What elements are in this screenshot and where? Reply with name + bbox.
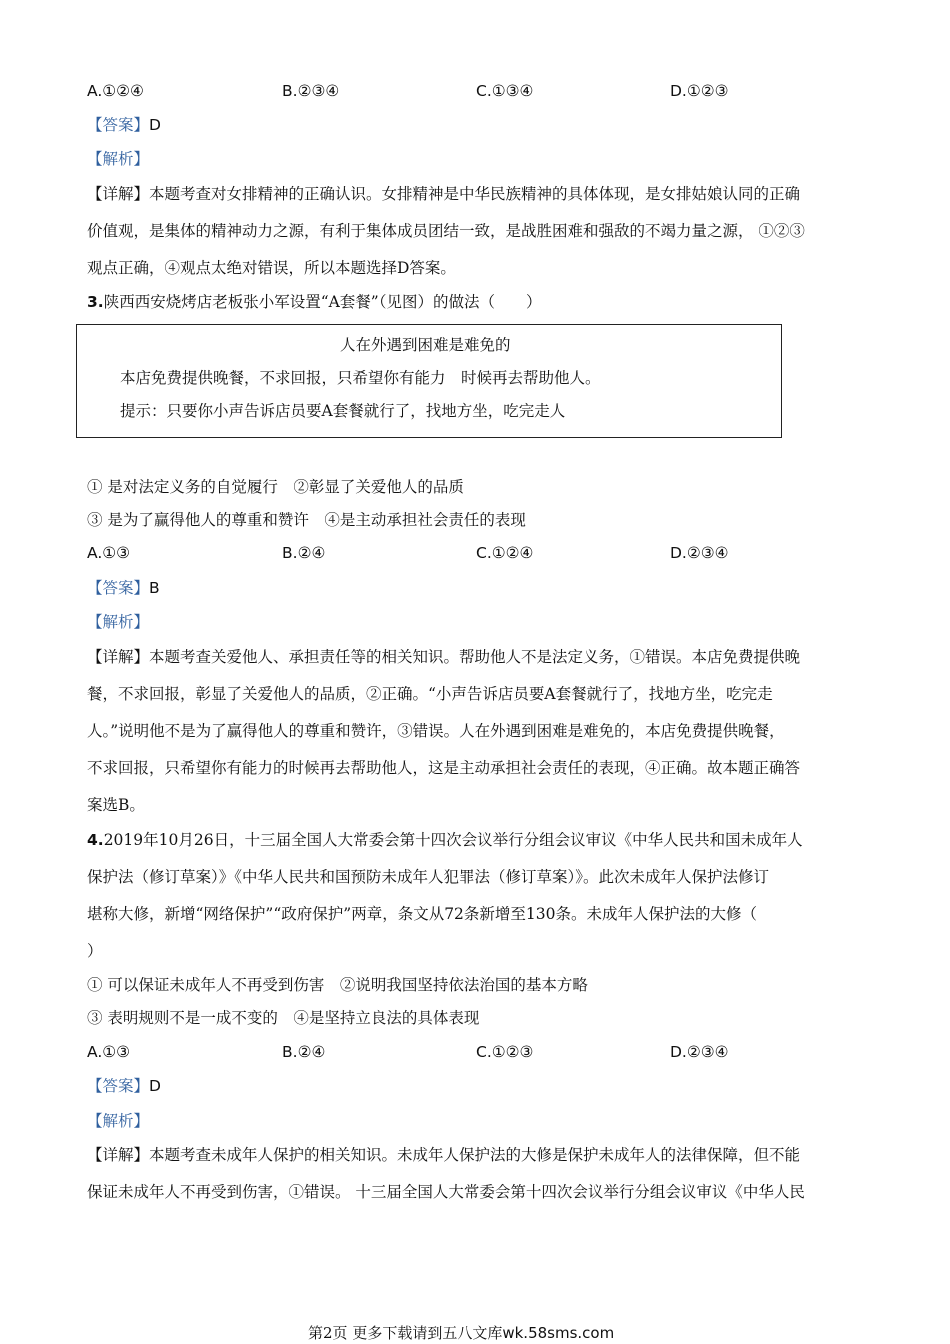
q2-option-a: A.①②④ xyxy=(87,82,144,100)
q3-option-b: B.②④ xyxy=(282,544,326,562)
q4-analysis-tag: 【解析】 xyxy=(87,1112,150,1130)
q3-detail-line-2: 餐，不求回报，彰显了关爱他人的品质，②正确。“小声告诉店员要A套餐就行了，找地方坐，吃完走 xyxy=(87,685,773,703)
q4-option-b: B.②④ xyxy=(282,1043,326,1061)
q4-detail-line-2: 保证未成年人不再受到伤害，①错误。 十三届全国人大常委会第十四次会议举行分组会议审议《中华人民 xyxy=(87,1183,805,1201)
q3-option-d: D.②③④ xyxy=(670,544,729,562)
q4-option-a: A.①③ xyxy=(87,1043,131,1061)
q4-stem-line-3: 堪称大修，新增“网络保护”“政府保护”两章，条文从72条新增至130条。未成年人保护法的大修（ xyxy=(87,905,758,923)
q3-detail-line-1: 【详解】本题考查关爱他人、承担责任等的相关知识。帮助他人不是法定义务，①错误。本店免费提供晚 xyxy=(87,648,801,666)
q3-option-a: A.①③ xyxy=(87,544,131,562)
q2-answer: 【答案】D xyxy=(87,116,161,134)
q3-detail-line-4: 不求回报，只希望你有能力的时候再去帮助他人，这是主动承担社会责任的表现，④正确。故本题正确答 xyxy=(87,759,801,777)
q4-answer: 【答案】D xyxy=(87,1077,161,1095)
q3-notice-line-2: 提示：只要你小声告诉店员要A套餐就行了，找地方坐，吃完走人 xyxy=(120,402,566,420)
q3-statement-2: ③ 是为了赢得他人的尊重和赞许 ④是主动承担社会责任的表现 xyxy=(87,511,526,529)
q4-option-d: D.②③④ xyxy=(670,1043,729,1061)
q3-answer: 【答案】B xyxy=(87,579,160,597)
q4-stem-line-4: ） xyxy=(87,942,103,960)
q3-option-c: C.①②④ xyxy=(476,544,534,562)
q2-option-d: D.①②③ xyxy=(670,82,729,100)
q3-statement-1: ① 是对法定义务的自觉履行 ②彰显了关爱他人的品质 xyxy=(87,478,464,496)
q3-notice-title: 人在外遇到困难是难免的 xyxy=(340,336,511,354)
q4-statement-2: ③ 表明规则不是一成不变的 ④是坚持立良法的具体表现 xyxy=(87,1009,480,1027)
q3-stem: 3.陕西西安烧烤店老板张小军设置“A套餐”（见图）的做法（ ） xyxy=(87,293,542,311)
q3-notice-line-1: 本店免费提供晚餐，不求回报，只希望你有能力 时候再去帮助他人。 xyxy=(120,369,601,387)
q4-detail-line-1: 【详解】本题考查未成年人保护的相关知识。未成年人保护法的大修是保护未成年人的法律保障，但不能 xyxy=(87,1146,801,1164)
q2-analysis-tag: 【解析】 xyxy=(87,150,150,168)
q2-option-c: C.①③④ xyxy=(476,82,534,100)
q3-detail-line-5: 案选B。 xyxy=(87,796,145,814)
q4-stem-line-1: 4.2019年10月26日，十三届全国人大常委会第十四次会议举行分组会议审议《中华人民共和国未成年人 xyxy=(87,831,803,849)
q2-option-b: B.②③④ xyxy=(282,82,340,100)
q3-detail-line-3: 人。”说明他不是为了赢得他人的尊重和赞许，③错误。人在外遇到困难是难免的，本店免费提供晚餐， xyxy=(87,722,785,740)
q4-statement-1: ① 可以保证未成年人不再受到伤害 ②说明我国坚持依法治国的基本方略 xyxy=(87,976,588,994)
page-footer: 第2页 更多下载请到五八文库wk.58sms.com xyxy=(308,1324,615,1342)
q2-detail-line-3: 观点正确，④观点太绝对错误，所以本题选择D答案。 xyxy=(87,259,456,277)
q2-detail-line-2: 价值观，是集体的精神动力之源，有利于集体成员团结一致，是战胜困难和强敌的不竭力量之源， ①②③ xyxy=(87,222,805,240)
q3-analysis-tag: 【解析】 xyxy=(87,613,150,631)
q2-detail-line-1: 【详解】本题考查对女排精神的正确认识。女排精神是中华民族精神的具体体现，是女排姑娘认同的正确 xyxy=(87,185,801,203)
q4-option-c: C.①②③ xyxy=(476,1043,534,1061)
q4-stem-line-2: 保护法（修订草案）》《中华人民共和国预防未成年人犯罪法（修订草案）》。此次未成年人保护法修订 xyxy=(87,868,770,886)
